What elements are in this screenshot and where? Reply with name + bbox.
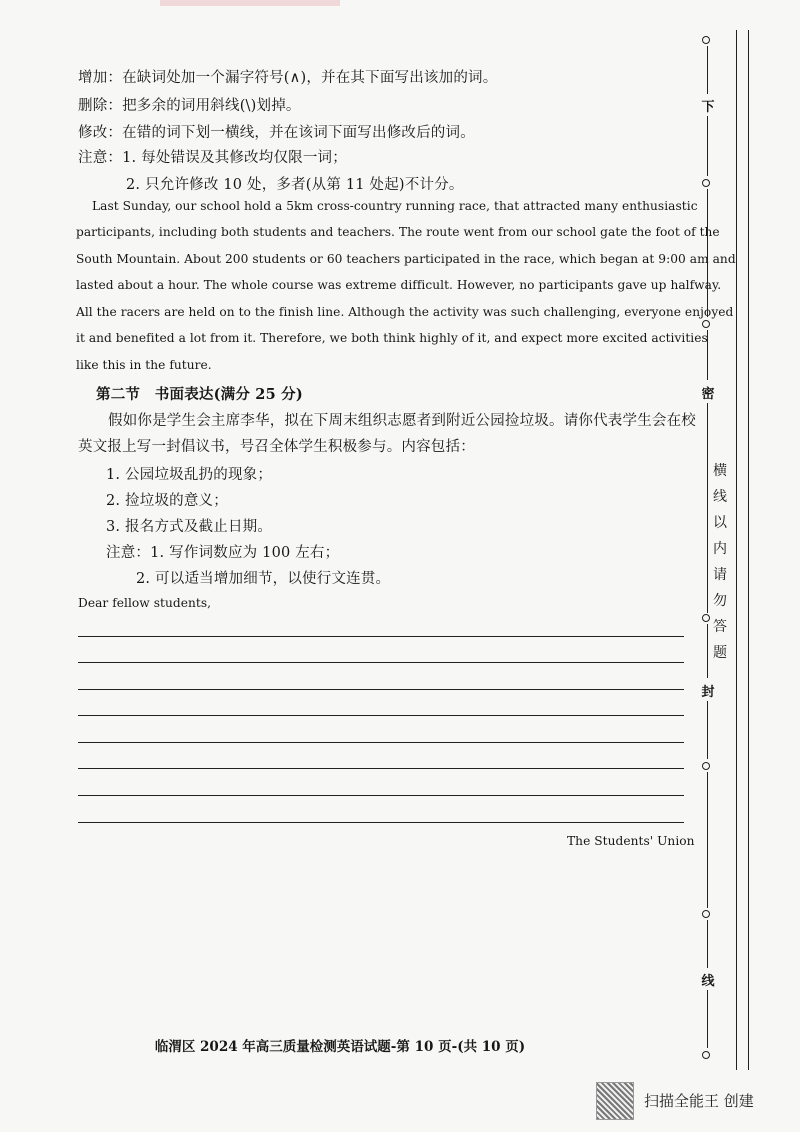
binding-dash — [707, 403, 708, 613]
binding-dash — [707, 990, 708, 1048]
page-footer: 临渭区 2024 年高三质量检测英语试题-第 10 页-(共 10 页) — [154, 1039, 526, 1055]
writing-note-2: 2. 可以适当增加细节，以使行文连贯。 — [136, 571, 391, 587]
binding-circle — [702, 762, 710, 770]
binding-dash — [707, 116, 708, 176]
binding-rule — [748, 30, 749, 1070]
instruction-delete: 删除：把多余的词用斜线(\)划掉。 — [78, 98, 301, 114]
passage-line-1: Last Sunday, our school hold a 5km cross-country running race, that attracted many enthusiastic — [92, 199, 698, 213]
binding-dash — [707, 189, 708, 317]
content-point-1: 1. 公园垃圾乱扔的现象； — [106, 467, 273, 483]
vertical-char: 内 — [713, 541, 727, 557]
binding-circle — [702, 36, 710, 44]
qr-code-icon — [596, 1082, 634, 1120]
section-heading: 第二节 书面表达(满分 25 分) — [96, 386, 303, 403]
passage-line-2: participants, including both students and teachers. The route went from our school gate the foot of the — [76, 225, 720, 239]
binding-rule — [736, 30, 737, 1070]
binding-circle — [702, 320, 710, 328]
binding-dash — [707, 624, 708, 678]
binding-dash — [707, 920, 708, 968]
binding-circle — [702, 910, 710, 918]
writing-note-1: 注意：1. 写作词数应为 100 左右； — [106, 545, 340, 561]
vertical-char: 题 — [713, 645, 727, 661]
scanner-watermark — [596, 1080, 796, 1120]
writing-line — [78, 689, 684, 690]
vertical-char: 请 — [713, 567, 727, 583]
vertical-char: 答 — [713, 619, 727, 635]
prompt-line-2: 英文报上写一封倡议书，号召全体学生积极参与。内容包括： — [78, 439, 475, 455]
binding-vertical-text — [711, 458, 729, 666]
binding-circle — [702, 1051, 710, 1059]
top-color-strip — [160, 0, 340, 6]
content-point-3: 3. 报名方式及截止日期。 — [106, 519, 273, 535]
passage-line-5: All the racers are held on to the finish line. Although the activity was such challenging, everyone enjoyed — [76, 305, 734, 319]
binding-label-mi: 密 — [701, 387, 715, 402]
binding-label-xian: 线 — [701, 974, 715, 989]
writing-line — [78, 795, 684, 796]
binding-circle — [702, 179, 710, 187]
instruction-note-2: 2. 只允许修改 10 处，多者(从第 11 处起)不计分。 — [126, 177, 464, 193]
binding-label-xia: 下 — [701, 100, 715, 115]
instruction-add: 增加：在缺词处加一个漏字符号(∧)，并在其下面写出该加的词。 — [78, 70, 498, 86]
writing-line — [78, 742, 684, 743]
vertical-char: 以 — [713, 515, 727, 531]
passage-line-6: it and benefited a lot from it. Therefore, we both think highly of it, and expect more excited activities — [76, 331, 708, 345]
binding-dash — [707, 330, 708, 380]
binding-circle — [702, 614, 710, 622]
salutation: Dear fellow students, — [78, 596, 212, 610]
writing-line — [78, 822, 684, 823]
writing-line — [78, 662, 684, 663]
vertical-char: 横 — [713, 463, 727, 479]
instruction-note-1: 注意：1. 每处错误及其修改均仅限一词； — [78, 150, 347, 166]
binding-label-feng: 封 — [701, 685, 715, 700]
passage-line-3: South Mountain. About 200 students or 60 teachers participated in the race, which began at 9:00 am and — [76, 252, 736, 266]
watermark-text: 扫描全能王 创建 — [644, 1092, 754, 1110]
binding-dash — [707, 46, 708, 94]
signature: The Students' Union — [567, 834, 695, 848]
vertical-char: 线 — [713, 489, 727, 505]
passage-line-4: lasted about a hour. The whole course was extreme difficult. However, no participants gave up halfway. — [76, 278, 722, 292]
content-point-2: 2. 捡垃圾的意义； — [106, 493, 228, 509]
binding-dash — [707, 701, 708, 759]
binding-dash — [707, 772, 708, 908]
passage-line-7: like this in the future. — [76, 358, 212, 372]
writing-line — [78, 636, 684, 637]
writing-line — [78, 715, 684, 716]
vertical-char: 勿 — [713, 593, 727, 609]
writing-line — [78, 768, 684, 769]
instruction-modify: 修改：在错的词下划一横线，并在该词下面写出修改后的词。 — [78, 125, 475, 141]
prompt-line-1: 假如你是学生会主席李华，拟在下周末组织志愿者到附近公园捡垃圾。请你代表学生会在校 — [108, 413, 696, 429]
